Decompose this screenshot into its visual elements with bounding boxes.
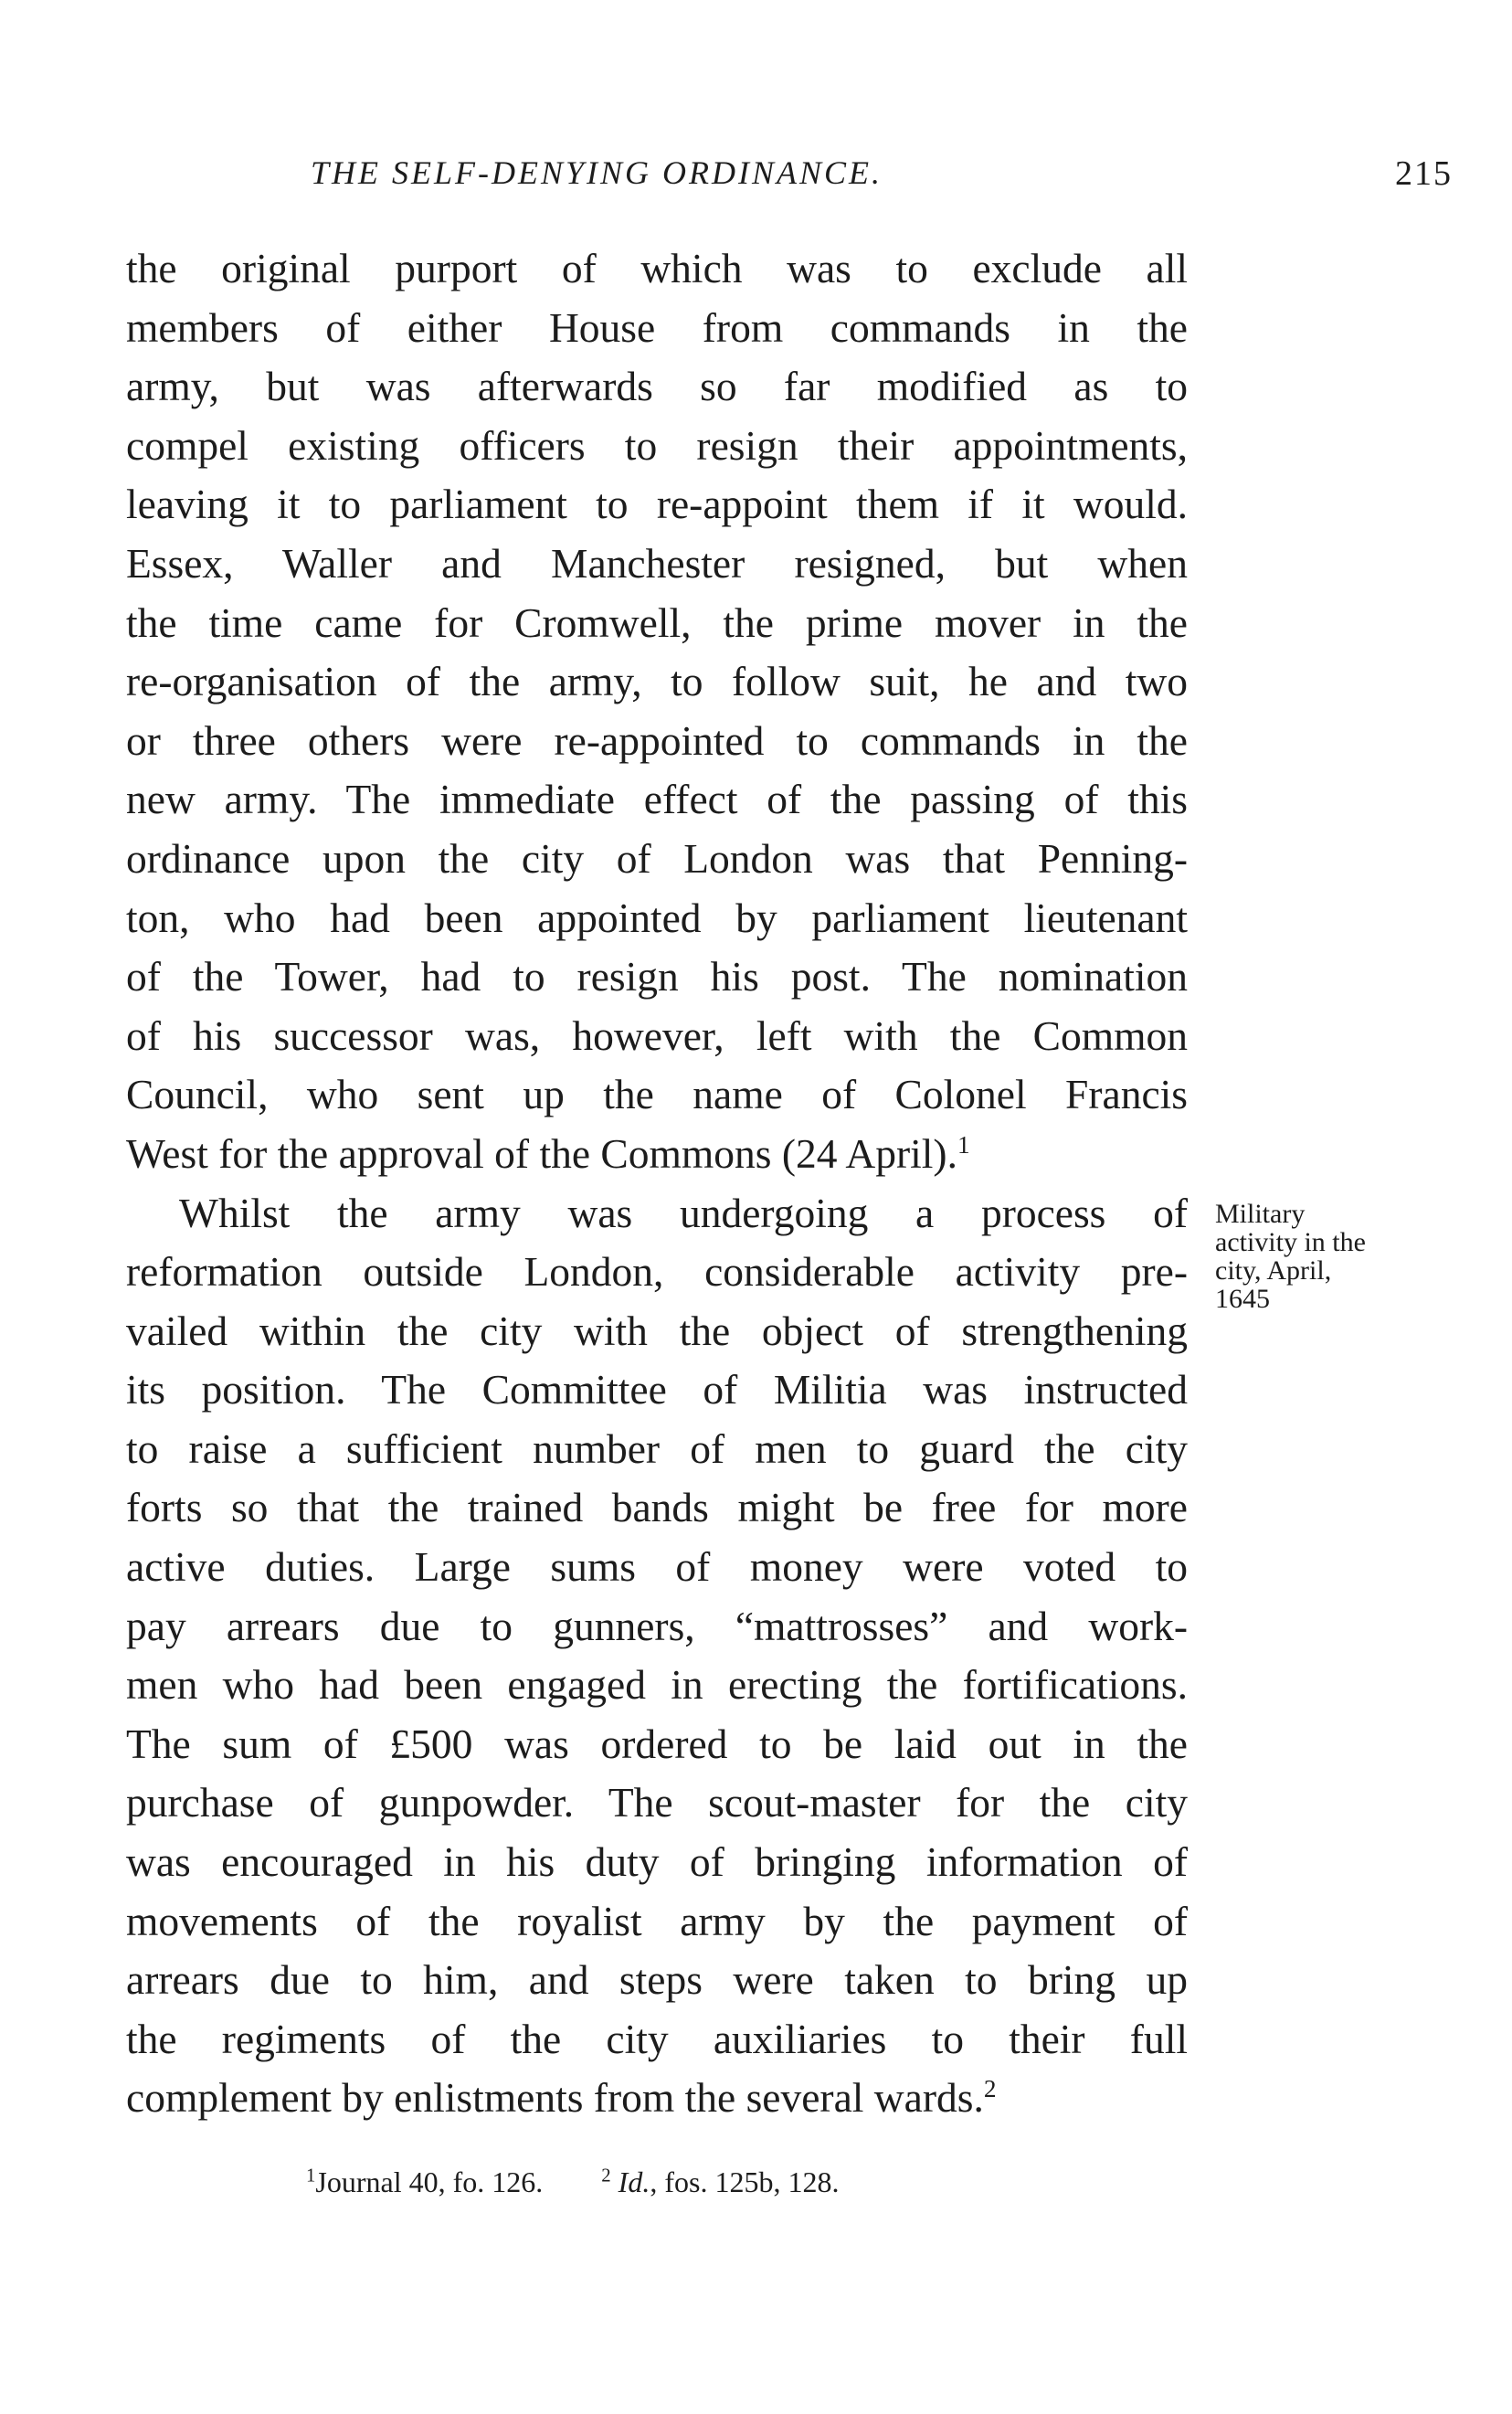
text-line: Whilst the army was undergoing a process of: [179, 1189, 1188, 1236]
footnote-mark: 1: [306, 2165, 316, 2186]
running-title: THE SELF-DENYING ORDINANCE.: [311, 154, 883, 191]
text-line: the time came for Cromwell, the prime mover in the: [126, 598, 1188, 646]
text-line: Essex, Waller and Manchester resigned, but when: [126, 539, 1188, 587]
text-line: of the Tower, had to resign his post. The nomination: [126, 953, 1188, 1001]
text-line-content: complement by enlistments from the several wards.: [126, 2074, 984, 2122]
footnote-text: , fos. 125b, 128.: [650, 2165, 840, 2198]
footnote-ref: 1: [957, 1130, 970, 1159]
text-line: leaving it to parliament to re-appoint them if it would.: [126, 481, 1188, 528]
paragraph-2: [126, 1184, 1188, 2129]
text-line-last: [126, 1125, 1188, 1184]
text-line: men who had been engaged in erecting the fortifications.: [126, 1661, 1188, 1709]
text-line: Council, who sent up the name of Colonel Francis: [126, 1071, 1188, 1118]
text-line: its position. The Committee of Militia was instructed: [126, 1366, 1188, 1413]
footnote-italic: Id.: [618, 2165, 650, 2198]
footnote-text: Journal 40, fo. 126.: [315, 2165, 544, 2198]
text-line: movements of the royalist army by the payment of: [126, 1897, 1188, 1944]
text-line: forts so that the trained bands might be free for more: [126, 1484, 1188, 1531]
text-line: members of either House from commands in the: [126, 303, 1188, 351]
text-line: or three others were re-appointed to commands in the: [126, 716, 1188, 764]
text-line: vailed within the city with the object of strengthening: [126, 1307, 1188, 1354]
paragraph-1: [126, 239, 1188, 1184]
text-line: The sum of £500 was ordered to be laid out in the: [126, 1720, 1188, 1767]
footnote-1: [306, 2165, 543, 2198]
text-line-last: [126, 2069, 1188, 2128]
text-line: ton, who had been appointed by parliament lieutenant: [126, 894, 1188, 941]
margin-note-line: activity in the: [1215, 1227, 1366, 1257]
body-text: [126, 239, 1188, 2128]
text-line: pay arrears due to gunners, “mattrosses” and work-: [126, 1602, 1188, 1649]
running-head: [126, 154, 1453, 208]
text-line: was encouraged in his duty of bringing information of: [126, 1838, 1188, 1886]
text-line: compel existing officers to resign their appointments,: [126, 421, 1188, 469]
margin-note-line: Military: [1215, 1199, 1306, 1229]
margin-note: [1215, 1200, 1489, 1313]
footnotes: [306, 2165, 1128, 2199]
text-line: army, but was afterwards so far modified as to: [126, 363, 1188, 410]
page-number: 215: [1395, 154, 1453, 193]
text-line: to raise a sufficient number of men to guard the city: [126, 1424, 1188, 1472]
text-line: of his successor was, however, left with the Common: [126, 1011, 1188, 1059]
text-line: the regiments of the city auxiliaries to their full: [126, 2015, 1188, 2062]
text-line: new army. The immediate effect of the passing of this: [126, 776, 1188, 823]
text-line: active duties. Large sums of money were voted to: [126, 1543, 1188, 1591]
text-line: reformation outside London, considerable activity pre-: [126, 1248, 1188, 1296]
footnote-2: [601, 2165, 839, 2198]
text-line: purchase of gunpowder. The scout-master for the city: [126, 1779, 1188, 1826]
text-line: the original purport of which was to exclude all: [126, 245, 1188, 291]
text-line: re-organisation of the army, to follow suit, he and two: [126, 658, 1188, 705]
text-line: arrears due to him, and steps were taken to bring up: [126, 1956, 1188, 2004]
margin-note-line: city, April,: [1215, 1255, 1332, 1286]
footnote-mark: 2: [601, 2165, 611, 2186]
footnote-ref: 2: [983, 2075, 997, 2103]
text-line: ordinance upon the city of London was that Penning-: [126, 834, 1188, 882]
text-line-content: West for the approval of the Commons (24 April).: [126, 1129, 957, 1177]
margin-note-line: 1645: [1215, 1284, 1270, 1314]
